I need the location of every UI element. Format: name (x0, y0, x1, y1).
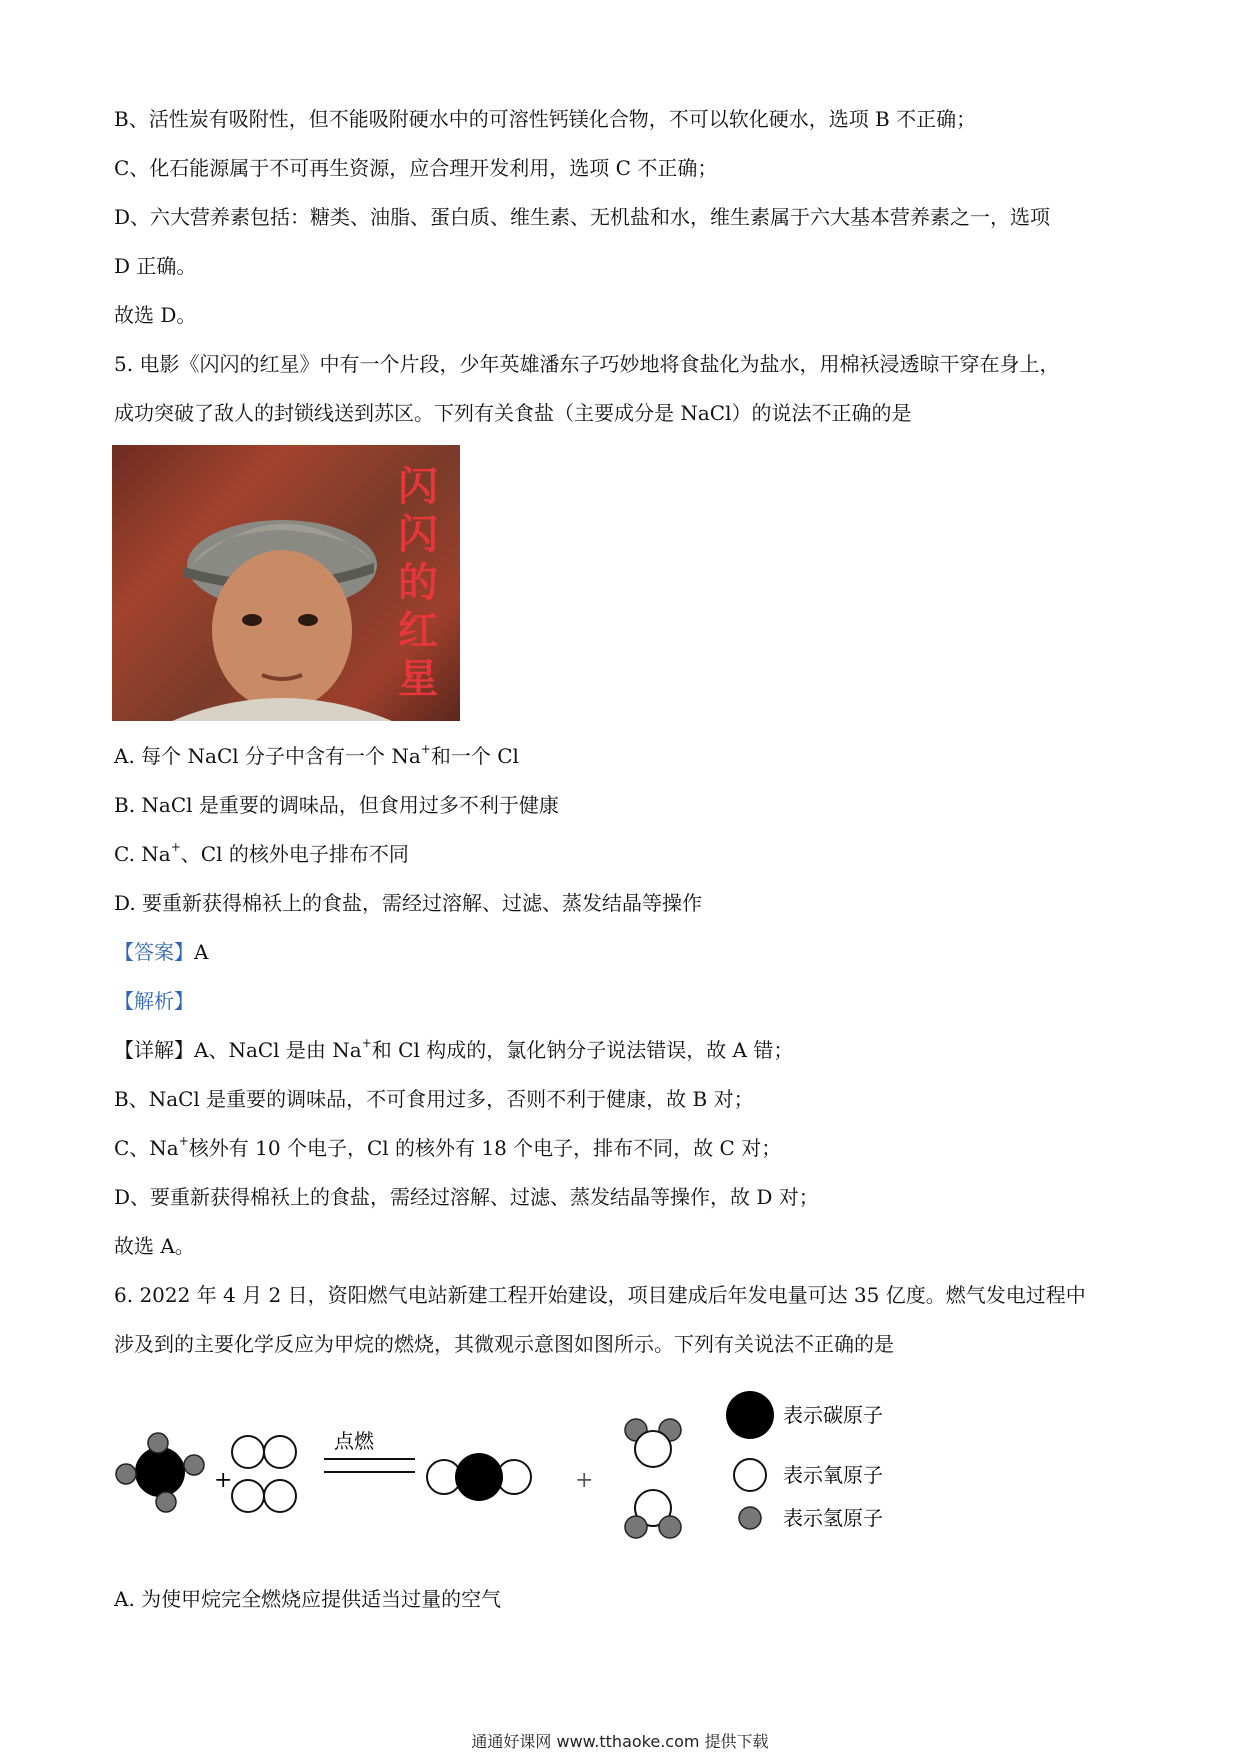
carbon-dioxide-molecule (427, 1453, 531, 1501)
legend (726, 1391, 883, 1530)
oxygen-molecules (232, 1436, 296, 1512)
poster-title: 闪闪的红星 (398, 464, 438, 702)
detail-line: B、NaCl 是重要的调味品，不可食用过多，否则不利于健康，故 B 对； (114, 1087, 754, 1111)
question-6-stem: 6. 2022 年 4 月 2 日，资阳燃气电站新建工程开始建设，项目建成后年发电量可达 35 亿度。燃气发电过程中 (114, 1283, 1086, 1307)
question-6-stem: 涉及到的主要化学反应为甲烷的燃烧，其微观示意图如图所示。下列有关说法不正确的是 (114, 1332, 894, 1356)
text-line: C、化石能源属于不可再生资源，应合理开发利用，选项 C 不正确； (114, 156, 718, 180)
answer-label: 【答案】 (114, 940, 194, 964)
answer-line (114, 939, 208, 965)
hydrogen-atom-icon (739, 1507, 761, 1529)
option-c: C. Na+、Cl 的核外电子排布不同 (114, 840, 409, 866)
detail-line: C、Na+核外有 10 个电子，Cl 的核外有 18 个电子，排布不同，故 C 对； (114, 1134, 782, 1160)
question-5-stem: 成功突破了敌人的封锁线送到苏区。下列有关食盐（主要成分是 NaCl）的说法不正确的是 (114, 401, 912, 425)
plus-sign: + (575, 1468, 594, 1493)
option-d: D. 要重新获得棉袄上的食盐，需经过溶解、过滤、蒸发结晶等操作 (114, 891, 703, 915)
page-footer: 通通好课网 www.tthaoke.com 提供下载 (471, 1732, 769, 1751)
text-line: D、六大营养素包括：糖类、油脂、蛋白质、维生素、无机盐和水，维生素属于六大基本营养素之一，选项 (114, 205, 1051, 229)
detail-line: 【详解】A、NaCl 是由 Na+和 Cl 构成的，氯化钠分子说法错误，故 A 错； (114, 1036, 794, 1062)
q6-option-a: A. 为使甲烷完全燃烧应提供适当过量的空气 (114, 1587, 502, 1611)
analysis-label: 【解析】 (114, 989, 194, 1013)
detail-line: D、要重新获得棉袄上的食盐，需经过溶解、过滤、蒸发结晶等操作，故 D 对； (114, 1185, 819, 1209)
methane-molecule (116, 1433, 204, 1512)
movie-poster-image (112, 445, 460, 721)
reaction-diagram (110, 1385, 910, 1545)
option-a: A. 每个 NaCl 分子中含有一个 Na+和一个 Cl (114, 742, 519, 768)
detail-line: 故选 A。 (114, 1234, 195, 1258)
text-line: D 正确。 (114, 254, 197, 278)
plus-sign: + (214, 1468, 233, 1493)
text-line: B、活性炭有吸附性，但不能吸附硬水中的可溶性钙镁化合物，不可以软化硬水，选项 B 不正确； (114, 107, 977, 131)
question-5-stem: 5. 电影《闪闪的红星》中有一个片段，少年英雄潘东子巧妙地将食盐化为盐水，用棉袄浸透晾干穿在身上， (114, 352, 1060, 376)
water-molecules (625, 1419, 681, 1538)
reaction-condition: 点燃 (334, 1429, 374, 1453)
answer-value: A (194, 940, 209, 964)
legend-hydrogen-label: 表示氢原子 (783, 1506, 883, 1530)
legend-oxygen-label: 表示氧原子 (783, 1463, 883, 1487)
carbon-atom-icon (726, 1391, 774, 1439)
text-line: 故选 D。 (114, 303, 197, 327)
legend-carbon-label: 表示碳原子 (783, 1403, 883, 1427)
option-b: B. NaCl 是重要的调味品，但食用过多不利于健康 (114, 793, 559, 817)
oxygen-atom-icon (734, 1459, 766, 1491)
